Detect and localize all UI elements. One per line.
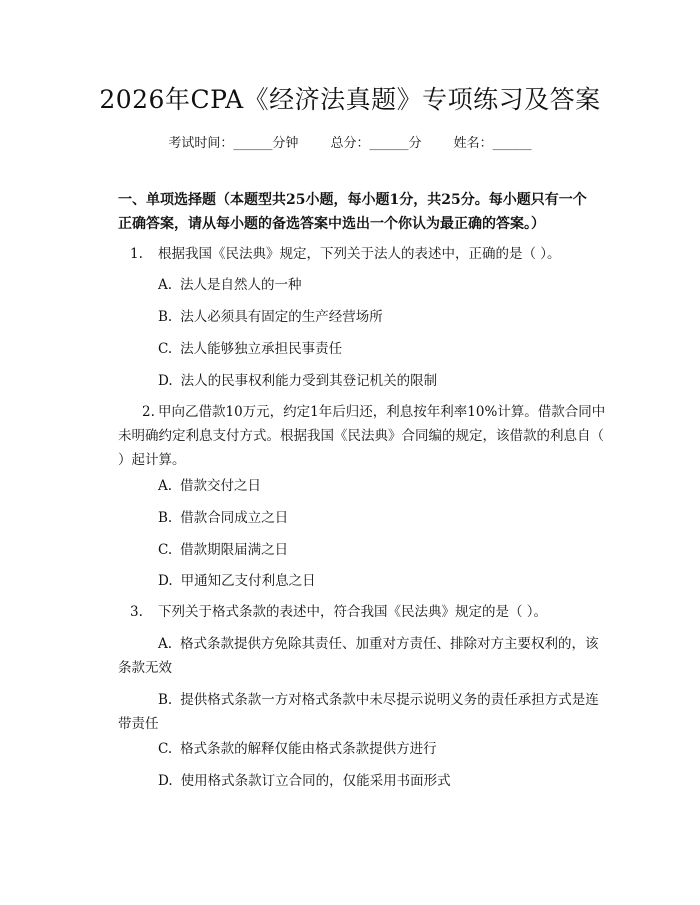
option-text: 格式条款提供方免除其责任、加重对方责任、排除对方主要权利的，该条款无效 (118, 636, 599, 676)
question-2-option-d (158, 569, 598, 593)
exam-info-line (0, 132, 700, 151)
option-text: 甲通知乙支付利息之日 (180, 573, 316, 589)
question-2-stem (118, 400, 608, 472)
option-text: 借款合同成立之日 (180, 510, 289, 526)
question-number: 3. (130, 604, 143, 620)
question-3-stem (130, 600, 610, 624)
total-score-field: 总分：______分 (330, 136, 422, 151)
option-letter: C. (158, 542, 173, 558)
question-text: 下列关于格式条款的表述中，符合我国《民法典》规定的是（ ）。 (158, 604, 548, 620)
question-3-option-a (118, 632, 608, 680)
question-1-option-c (158, 337, 598, 361)
question-1-option-b (158, 305, 598, 329)
option-text: 使用格式条款订立合同的，仅能采用书面形式 (180, 773, 451, 789)
question-2-option-a (158, 474, 598, 498)
option-letter: D. (158, 773, 173, 789)
question-text: 甲向乙借款10万元，约定1年后归还，利息按年利率10%计算。借款合同中未明确约定利息支付方式。根据我国《民法典》合同编的规定，该借款的利息自（ ）起计算。 (118, 404, 606, 468)
student-name-field: 姓名：______ (453, 136, 532, 151)
option-letter: C. (158, 741, 173, 757)
question-text: 根据我国《民法典》规定，下列关于法人的表述中，正确的是（ ）。 (158, 246, 561, 262)
option-text: 借款交付之日 (180, 478, 262, 494)
option-text: 法人必须具有固定的生产经营场所 (180, 309, 383, 325)
option-letter: C. (158, 341, 173, 357)
question-3-option-d (158, 769, 598, 793)
question-2-option-b (158, 506, 598, 530)
question-1-option-d (158, 369, 598, 393)
question-number: 1. (130, 246, 143, 262)
question-2-option-c (158, 538, 598, 562)
option-text: 借款期限届满之日 (180, 542, 289, 558)
option-text: 格式条款的解释仅能由格式条款提供方进行 (180, 741, 437, 757)
question-1-stem (130, 242, 610, 266)
option-letter: A. (158, 636, 173, 652)
document-title: 2026年CPA《经济法真题》专项练习及答案 (99, 85, 601, 114)
option-letter: D. (158, 573, 173, 589)
option-letter: B. (158, 692, 173, 708)
option-text: 提供格式条款一方对格式条款中未尽提示说明义务的责任承担方式是连带责任 (118, 692, 599, 732)
option-letter: B. (158, 309, 173, 325)
option-letter: A. (158, 478, 173, 494)
question-3-option-b (118, 688, 608, 736)
option-text: 法人能够独立承担民事责任 (180, 341, 343, 357)
option-letter: D. (158, 373, 173, 389)
question-number: 2. (142, 404, 155, 420)
option-text: 法人的民事权利能力受到其登记机关的限制 (180, 373, 438, 389)
option-text: 法人是自然人的一种 (180, 277, 302, 293)
option-letter: A. (158, 277, 173, 293)
question-3-option-c (158, 737, 598, 761)
exam-time-field: 考试时间：______分钟 (168, 136, 299, 151)
option-letter: B. (158, 510, 173, 526)
section-heading: 一、单项选择题（本题型共25小题，每小题1分，共25分。每小题只有一个正确答案，请从每小题的备选答案中选出一个你认为最正确的答案。） (118, 192, 587, 232)
question-1-option-a (158, 273, 598, 297)
